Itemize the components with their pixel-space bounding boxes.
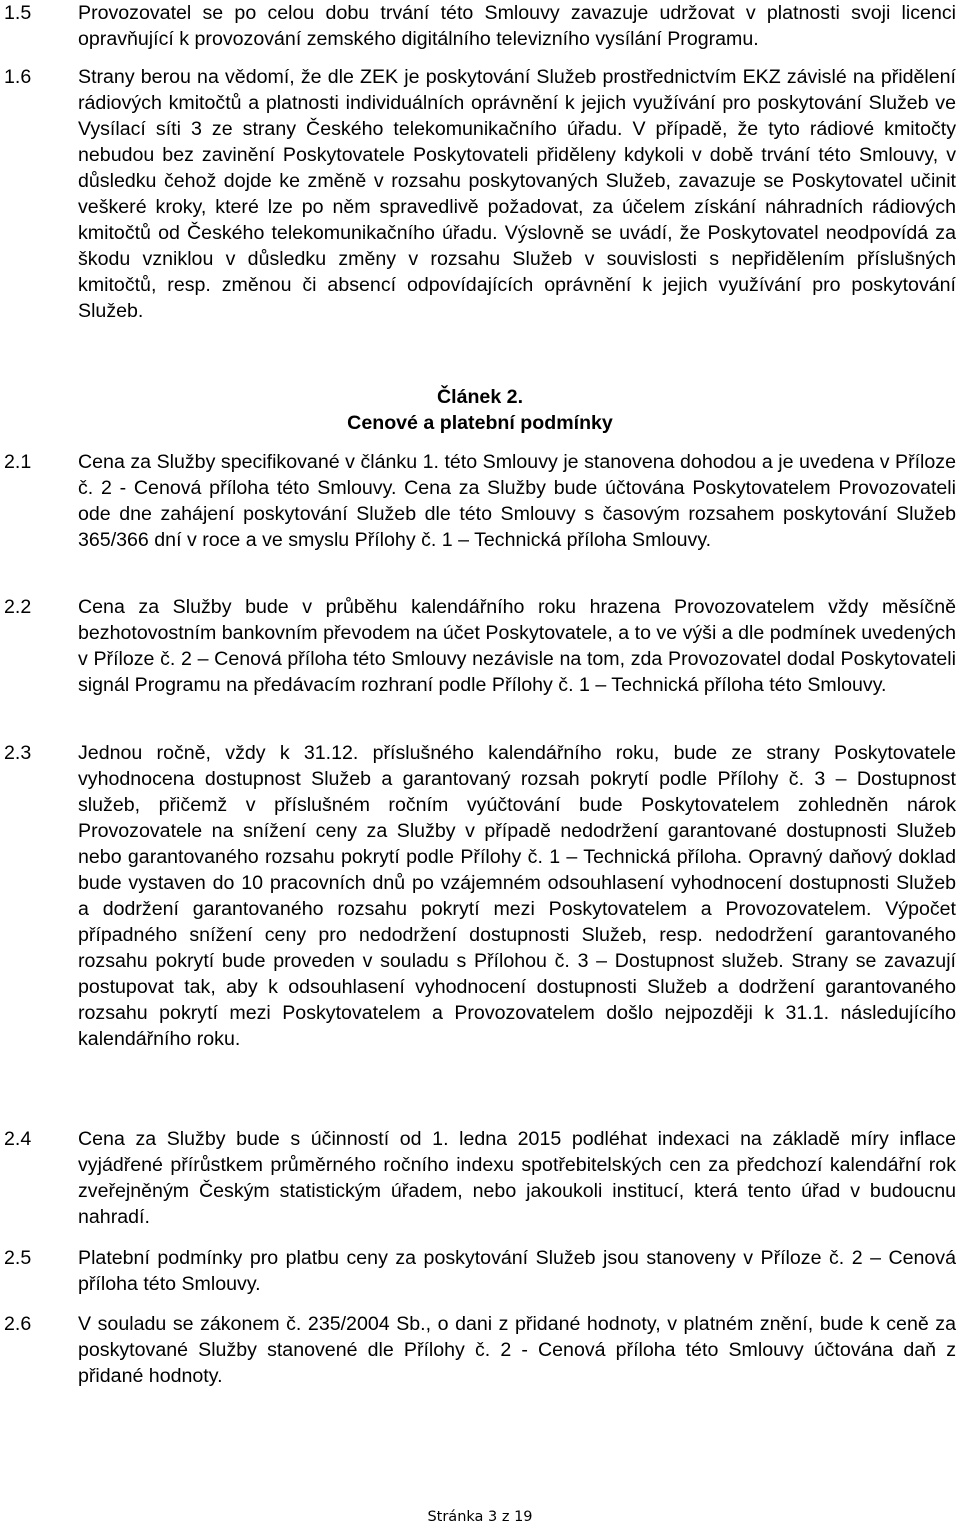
- clause-text: Jednou ročně, vždy k 31.12. příslušného kalendářního roku, bude ze strany Poskytovatele vyhodnocena dostupnost Služeb a garantovaný rozsah pokrytí podle Přílohy č. 3 – Dostupnost služeb, přičemž v příslušném ročním vyúčtování bude Poskytovatelem zohledněn nárok Provozovatele na snížení ceny za Služby v případě nedodržení garantované dostupnosti Služeb nebo garantovaného rozsahu pokrytí podle Přílohy č. 1 – Technická příloha. Opravný daňový doklad bude vystaven do 10 pracovních dnů po vzájemném odsouhlasení vyhodnocení dostupnosti Služeb a dodržení garantovaného rozsahu pokrytí mezi Poskytovatelem a Provozovatelem. Výpočet případného snížení ceny pro nedodržení dostupnosti Služeb, resp. nedodržení garantovaného rozsahu pokrytí bude proveden v souladu s Přílohou č. 3 – Dostupnost služeb. Strany se zavazují postupovat tak, aby k odsouhlasení vyhodnocení dostupnosti Služeb a dodržení garantovaného rozsahu pokrytí mezi Poskytovatelem a Provozovatelem došlo nejpozději k 31.1. následujícího kalendářního roku.: [78, 742, 956, 1050]
- clause-text: Cena za Služby specifikované v článku 1. této Smlouvy je stanovena dohodou a je uvedena v Příloze č. 2 - Cenová příloha této Smlouvy. Cena za Služby bude účtována Poskytovatelem Provozovateli ode dne zahájení poskytování Služeb dle této Smlouvy s časovým rozsahem poskytování Služeb 365/366 dní v roce a ve smyslu Přílohy č. 1 – Technická příloha Smlouvy.: [78, 451, 956, 551]
- clause-text: Provozovatel se po celou dobu trvání této Smlouvy zavazuje udržovat v platnosti svoji licenci opravňující k provozování zemského digitálního televizního vysílání Programu.: [78, 2, 956, 50]
- clause-number: 2.6: [4, 1313, 32, 1335]
- clause-2-3: [4, 740, 956, 1052]
- clause-number: 2.1: [4, 451, 32, 473]
- clause-text: Cena za Služby bude s účinností od 1. ledna 2015 podléhat indexaci na základě míry inflace vyjádřené přírůstkem průměrného ročního indexu spotřebitelských cen za předchozí kalendářní rok zveřejněným Českým statistickým úřadem, nebo jakoukoli institucí, která tento úřad v budoucnu nahradí.: [78, 1128, 956, 1228]
- page-footer: Stránka 3 z 19: [427, 1509, 533, 1525]
- clause-text: Platební podmínky pro platbu ceny za poskytování Služeb jsou stanoveny v Příloze č. 2 – Cenová příloha této Smlouvy.: [78, 1247, 956, 1295]
- clause-number: 2.5: [4, 1247, 32, 1269]
- clause-number: 2.2: [4, 596, 32, 618]
- clause-1-6: [4, 64, 956, 324]
- clause-text: Cena za Služby bude v průběhu kalendářního roku hrazena Provozovatelem vždy měsíčně bezhotovostním bankovním převodem na účet Poskytovatele, a to ve výši a dle podmínek uvedených v Příloze č. 2 – Cenová příloha této Smlouvy nezávisle na tom, zda Provozovatel dodal Poskytovateli signál Programu na předávacím rozhraní podle Přílohy č. 1 – Technická příloha této Smlouvy.: [78, 596, 956, 696]
- clause-2-1: [4, 449, 956, 553]
- clause-text: V souladu se zákonem č. 235/2004 Sb., o dani z přidané hodnoty, v platném znění, bude k ceně za poskytované Služby stanovené dle Přílohy č. 2 - Cenová příloha této Smlouvy účtována daň z přidané hodnoty.: [78, 1313, 956, 1387]
- clause-number: 2.3: [4, 742, 32, 764]
- clause-2-4: [4, 1126, 956, 1230]
- clause-number: 2.4: [4, 1128, 32, 1150]
- clause-2-6: [4, 1311, 956, 1389]
- clause-2-5: [4, 1245, 956, 1297]
- clause-2-2: [4, 594, 956, 698]
- article-subtitle: Cenové a platební podmínky: [347, 412, 613, 434]
- article-title: Článek 2.: [436, 386, 524, 408]
- clause-1-5: [4, 0, 956, 52]
- clause-number: 1.5: [4, 2, 32, 24]
- clause-text: Strany berou na vědomí, že dle ZEK je poskytování Služeb prostřednictvím EKZ závislé na přidělení rádiových kmitočtů a platnosti individuálních oprávnění k jejich využívání pro poskytování Služeb ve Vysílací síti 3 ze strany Českého telekomunikačního úřadu. V případě, že tyto rádiové kmitočty nebudou bez zavinění Poskytovatele Poskytovateli přiděleny kdykoli v době trvání této Smlouvy, v důsledku čehož dojde ke změně v rozsahu poskytovaných Služeb, zavazuje se Poskytovatel učinit veškeré kroky, které lze po něm spravedlivě požadovat, za účelem získání náhradních rádiových kmitočtů od Českého telekomunikačního úřadu. Výslovně se uvádí, že Poskytovatel neodpovídá za škodu vzniklou v důsledku změny v rozsahu Služeb v souvislosti s nepřidělením příslušných kmitočtů, resp. změnou či absencí odpovídajících oprávnění k jejich využívání pro poskytování Služeb.: [78, 66, 956, 322]
- clause-number: 1.6: [4, 66, 32, 88]
